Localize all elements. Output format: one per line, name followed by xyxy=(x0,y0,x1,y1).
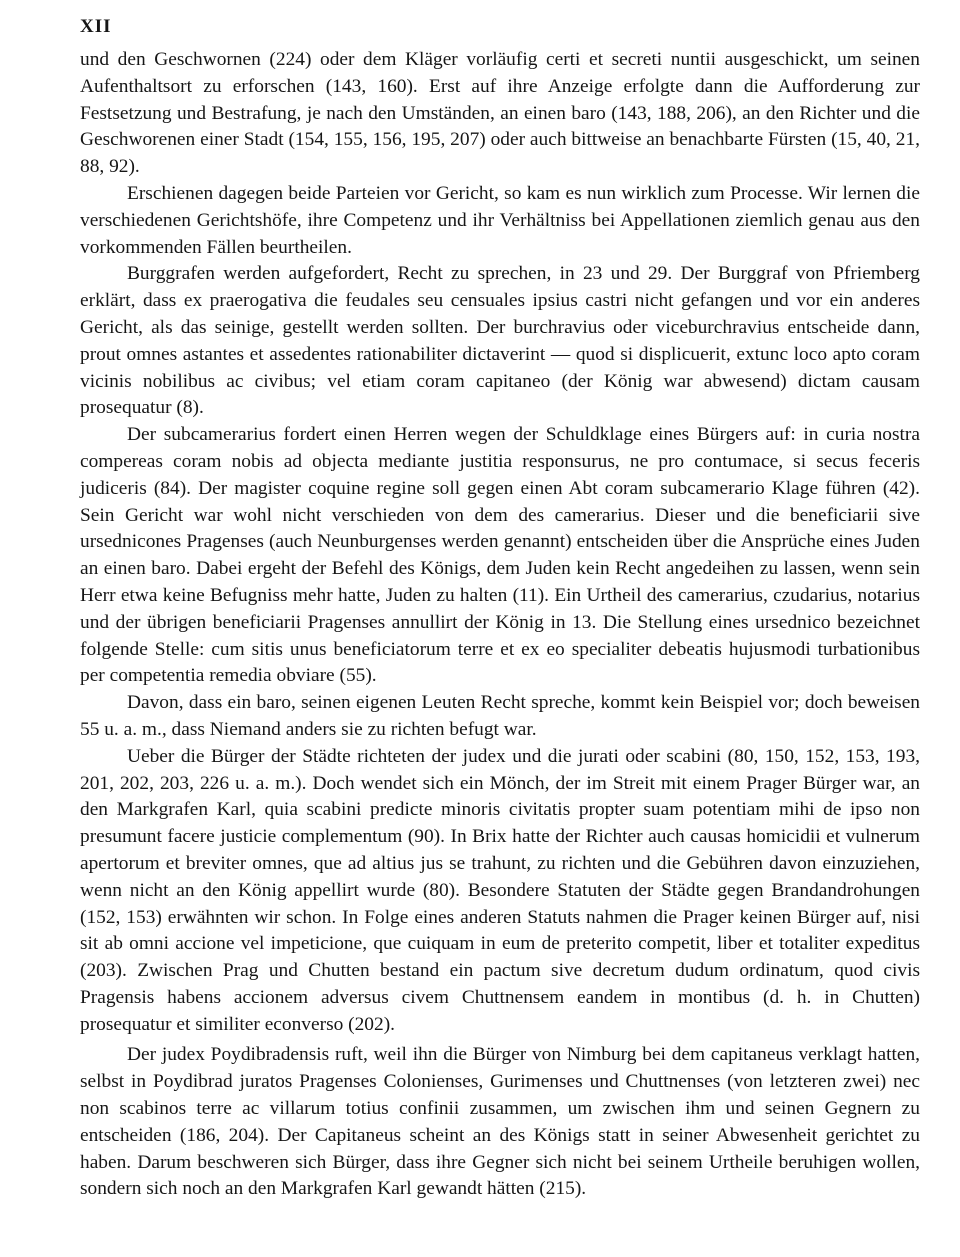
paragraph-4: Der subcamerarius fordert einen Herren wegen der Schuldklage eines Bürgers auf: in curia nostra compereas coram nobis ad objecta mediante justitia responsurus, ne pro contumace, si secus feceris judiceris (84). Der magister coquine regine soll gegen einen Abt coram subcamerario Klage führen (42). Sein Gericht war wohl nicht verschieden von dem des camerarius. Dieser und die beneficiarii sive ursednicones Pragenses (auch Neunburgenses werden genannt) entscheiden über die Ansprüche eines Juden an einen baro. Dabei ergeht der Befehl des Königs, dem Juden kein Recht angedeihen zu lassen, wenn sein Herr etwa keine Befugniss mehr hatte, Juden zu halten (11). Ein Urtheil des camerarius, czudarius, notarius und der übrigen beneficiarii Pragenses annullirt der König in 13. Die Stellung eines ursednico bezeichnet folgende Stelle: cum sitis unus beneficiatorum terre et ex eo specialiter debeatis hujusmodi turbationibus per competentia remedia obviare (55). xyxy=(80,424,920,687)
page-body xyxy=(80,47,920,1203)
paragraph-1: und den Geschwornen (224) oder dem Kläger vorläufig certi et secreti nuntii ausgeschickt, um seinen Aufenthaltsort zu erforschen (143, 160). Erst auf ihre Anzeige erfolgte dann die Aufforderung zur Festsetzung und Bestrafung, je nach den Umständen, an einen baro (143, 188, 206), an den Richter und die Geschworenen einer Stadt (154, 155, 156, 195, 207) oder auch bittweise an benachbarte Fürsten (15, 40, 21, 88, 92). xyxy=(80,49,920,178)
page-number: XII xyxy=(80,16,112,37)
paragraph-3: Burggrafen werden aufgefordert, Recht zu sprechen, in 23 und 29. Der Burggraf von Pfriemberg erklärt, dass ex praerogativa die feudales seu censuales ipsius castri nicht gefangen und vor ein anderes Gericht, als das seinige, gestellt werden sollten. Der burchravius oder viceburchravius entscheide dann, prout omnes astantes et assedentes rationabiliter dictaverint — quod si displicuerit, extunc loco apto coram vicinis nobilibus ac civibus; vel etiam coram capitaneo (der König war abwesend) dictam causam prosequatur (8). xyxy=(80,263,920,419)
paragraph-2: Erschienen dagegen beide Parteien vor Gericht, so kam es nun wirklich zum Processe. Wir lernen die verschiedenen Gerichtshöfe, ihre Competenz und ihr Verhältniss bei Appellationen ziemlich genau aus den vorkommenden Fällen beurtheilen. xyxy=(80,182,920,258)
paragraph-5: Davon, dass ein baro, seinen eigenen Leuten Recht spreche, kommt kein Beispiel vor; doch beweisen 55 u. a. m., dass Niemand anders sie zu richten befugt war. xyxy=(80,692,920,740)
paragraph-6: Ueber die Bürger der Städte richteten der judex und die jurati oder scabini (80, 150, 152, 153, 193, 201, 202, 203, 226 u. a. m.). Doch wendet sich ein Mönch, der im Streit mit einem Prager Bürger war, an den Markgrafen Karl, quia scabini predicte minoris civitatis propter suam potentiam mihi de ipso non presumunt facere justicie complementum (90). In Brix hatte der Richter auch causas homicidii et vulnerum apertorum et breviter omnes, que ad altius jus se trahunt, zu richten und die Gebühren davon einzuziehen, wenn nicht an den König appellirt wurde (80). Besondere Statuten der Städte gegen Brandandrohungen (152, 153) erwähnten wir schon. In Folge eines anderen Statuts nahmen die Prager keinen Bürger auf, nisi sit ab omni accione vel impeticione, que cuiquam in eum de preterito competit, liber et totaliter expeditus (203). Zwischen Prag und Chutten bestand ein pactum sive decretum dudum ordinatum, quod civis Pragensis habens accionem adversus civem Chuttnensem eandem in montibus (d. h. in Chutten) prosequatur et similiter econverso (202). xyxy=(80,745,920,1035)
paragraph-7: Der judex Poydibradensis ruft, weil ihn die Bürger von Nimburg bei dem capitaneus verklagt hatten, selbst in Poydibrad juratos Pragenses Colonienses, Gurimenses und Chuttnenses (von letzteren zwei) nec non scabinos terre ac villarum totius confinii zusammen, um zwischen ihm und seinen Gegnern zu entscheiden (186, 204). Der Capitaneus scheint an des Königs statt in seiner Abwesenheit gerichtet zu haben. Darum beschweren sich Bürger, dass ihre Gegner sich nicht bei seinem Urtheile beruhigen wollen, sondern sich noch an den Markgrafen Karl gewandt hätten (215). xyxy=(80,1044,920,1200)
